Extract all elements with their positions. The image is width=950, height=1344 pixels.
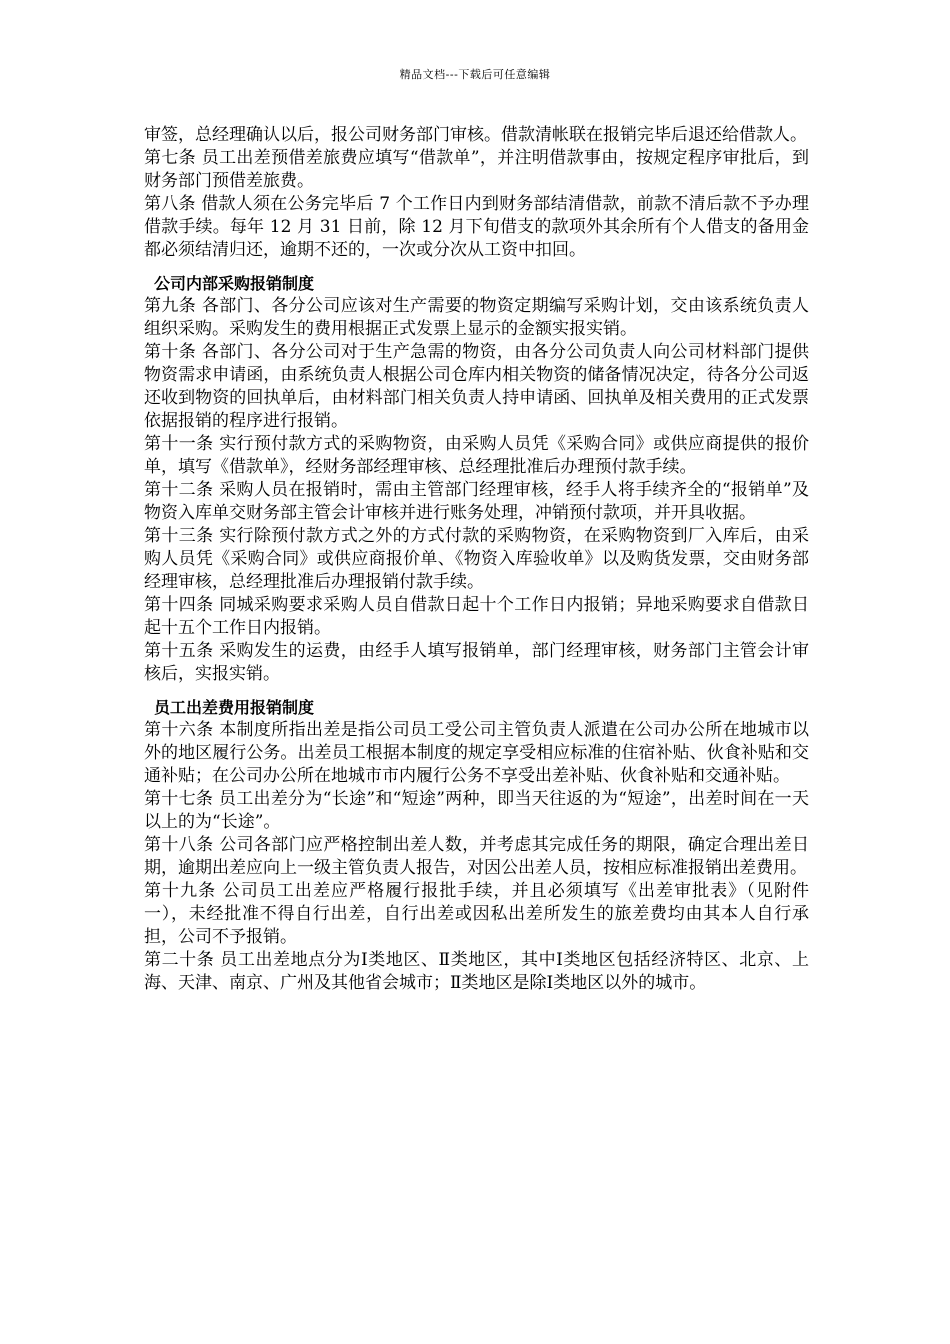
article-7: 第七条 员工出差预借差旅费应填写“借款单”，并注明借款事由，按规定程序审批后，到财务部门预借差旅费。: [144, 148, 809, 191]
article-20: 第二十条 员工出差地点分为Ⅰ类地区、Ⅱ类地区，其中Ⅰ类地区包括经济特区、北京、上海、天津、南京、广州及其他省会城市；Ⅱ类地区是除Ⅰ类地区以外的城市。: [144, 950, 809, 993]
paragraph: 审签，总经理确认以后，报公司财务部门审核。借款清帐联在报销完毕后退还给借款人。: [144, 125, 807, 145]
document-body: [144, 124, 809, 995]
article-17: 第十七条 员工出差分为“长途”和“短途”两种，即当天往返的为“短途”，出差时间在一天以上的为“长途”。: [144, 789, 809, 832]
article-18: 第十八条 公司各部门应严格控制出差人数，并考虑其完成任务的期限，确定合理出差日期，逾期出差应向上一级主管负责人报告，对因公出差人员，按相应标准报销出差费用。: [144, 835, 809, 878]
article-11: 第十一条 实行预付款方式的采购物资，由采购人员凭《采购合同》或供应商提供的报价单，填写《借款单》，经财务部经理审核、总经理批准后办理预付款手续。: [144, 434, 809, 477]
section-title-procurement: 公司内部采购报销制度: [154, 274, 315, 293]
article-19: 第十九条 公司员工出差应严格履行报批手续，并且必须填写《出差审批表》（见附件一），未经批准不得自行出差，自行出差或因私出差所发生的旅差费均由其本人自行承担，公司不予报销。: [144, 881, 809, 947]
article-10: 第十条 各部门、各分公司对于生产急需的物资，由各分公司负责人向公司材料部门提供物资需求申请函，由系统负责人根据公司仓库内相关物资的储备情况决定，待各分公司返还收到物资的回执单后，由材料部门相关负责人持申请函、回执单及相关费用的正式发票依据报销的程序进行报销。: [144, 342, 809, 431]
article-16: 第十六条 本制度所指出差是指公司员工受公司主管负责人派遣在公司办公所在地城市以外的地区履行公务。出差员工根据本制度的规定享受相应标准的住宿补贴、伙食补贴和交通补贴；在公司办公所在地城市市内履行公务不享受出差补贴、伙食补贴和交通补贴。: [144, 720, 809, 786]
section-title-travel: 员工出差费用报销制度: [154, 698, 315, 717]
article-13: 第十三条 实行除预付款方式之外的方式付款的采购物资，在采购物资到厂入库后，由采购人员凭《采购合同》或供应商报价单、《物资入库验收单》以及购货发票，交由财务部经理审核，总经理批准后办理报销付款手续。: [144, 526, 809, 592]
page-header: 精品文档---下载后可任意编辑: [399, 68, 551, 81]
article-12: 第十二条 采购人员在报销时，需由主管部门经理审核，经手人将手续齐全的“报销单”及物资入库单交财务部主管会计审核并进行账务处理，冲销预付款项，并开具收据。: [144, 480, 809, 523]
article-8: 第八条 借款人须在公务完毕后 7 个工作日内到财务部结清借款，前款不清后款不予办理借款手续。每年 12 月 31 日前，除 12 月下旬借支的款项外其余所有个人借支的备用金都必须结清归还，逾期不还的，一次或分次从工资中扣回。: [144, 194, 809, 260]
article-9: 第九条 各部门、各分公司应该对生产需要的物资定期编写采购计划，交由该系统负责人组织采购。采购发生的费用根据正式发票上显示的金额实报实销。: [144, 296, 809, 339]
article-15: 第十五条 采购发生的运费，由经手人填写报销单，部门经理审核，财务部门主管会计审核后，实报实销。: [144, 641, 809, 684]
article-14: 第十四条 同城采购要求采购人员自借款日起十个工作日内报销；异地采购要求自借款日起十五个工作日内报销。: [144, 595, 809, 638]
